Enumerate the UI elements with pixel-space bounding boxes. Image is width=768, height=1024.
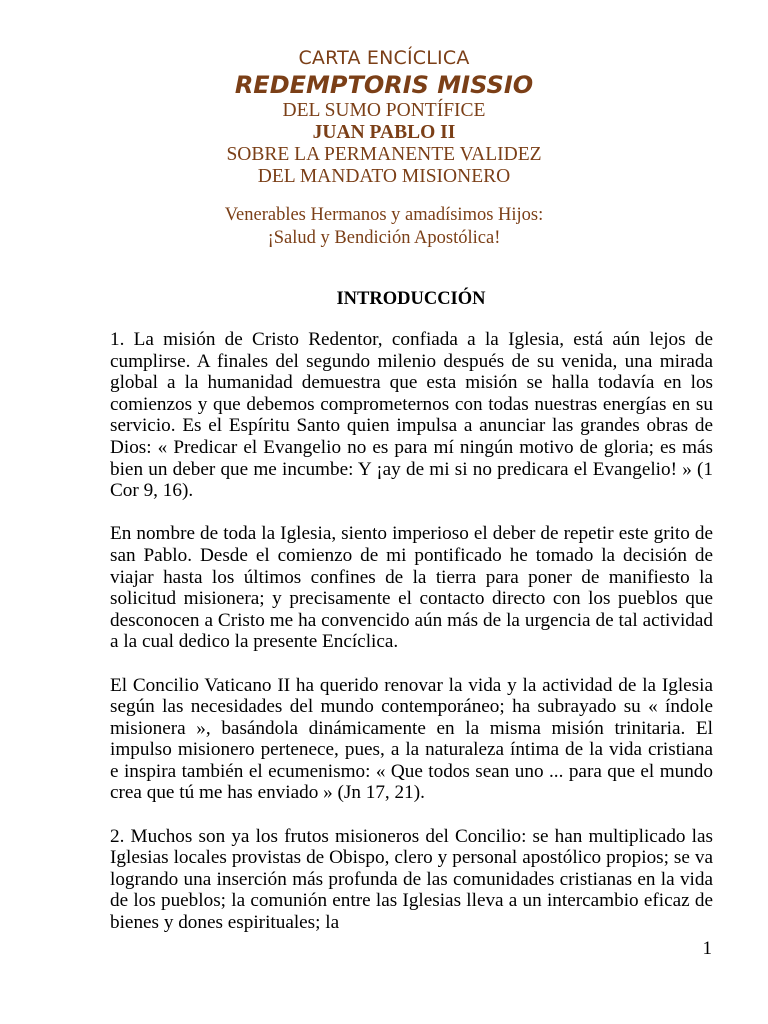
section-heading: INTRODUCCIÓN [336,289,486,309]
header-line-author: JUAN PABLO II [312,122,456,143]
header-line-subject-1: SOBRE LA PERMANENTE VALIDEZ [226,144,542,165]
header-line-pontiff: DEL SUMO PONTÍFICE [282,100,486,121]
salutation [0,204,768,250]
page-number: 1 [702,938,712,959]
encyclical-header [0,46,768,188]
body-text [110,329,713,955]
salutation-line-2: ¡Salud y Bendición Apostólica! [267,228,501,248]
paragraph: 2. Muchos son ya los frutos misioneros del Concilio: se han multiplicado las Iglesias locales provistas de Obispo, clero y personal apostólico propios; se va logrando una inserción más profunda de las comunidades cristianas en la vida de los pueblos; la comunión entre las Iglesias lleva a un intercambio eficaz de bienes y dones espirituales; la [110,825,713,934]
salutation-line-1: Venerables Hermanos y amadísimos Hijos: [224,205,544,225]
document-title: REDEMPTORIS MISSIO [234,71,534,99]
paragraph: En nombre de toda la Iglesia, siento imperioso el deber de repetir este grito de san Pablo. Desde el comienzo de mi pontificado he tomado la decisión de viajar hasta los últimos confines de la tierra para poner de manifiesto la solicitud misionera; y precisamente el contacto directo con los pueblos que desconocen a Cristo me ha convencido aún más de la urgencia de tal actividad a la cual dedico la presente Encíclica. [110,523,713,653]
paragraph: 1. La misión de Cristo Redentor, confiada a la Iglesia, está aún lejos de cumplirse. A finales del segundo milenio después de su venida, una mirada global a la humanidad demuestra que esta misión se halla todavía en los comienzos y que debemos comprometernos con todas nuestras energías en su servicio. Es el Espíritu Santo quien impulsa a anunciar las grandes obras de Dios: « Predicar el Evangelio no es para mí ningún motivo de gloria; es más bien un deber que me incumbe: Y ¡ay de mi si no predicara el Evangelio! » (1 Cor 9, 16). [110,329,713,502]
header-line-subject-2: DEL MANDATO MISIONERO [257,166,511,187]
document-type: CARTA ENCÍCLICA [298,47,470,69]
paragraph: El Concilio Vaticano II ha querido renovar la vida y la actividad de la Iglesia según las necesidades del mundo contemporáneo; ha subrayado su « índole misionera », basándola dinámicamente en la misma misión trinitaria. El impulso misionero pertenece, pues, a la naturaleza íntima de la vida cristiana e inspira también el ecumenismo: « Que todos sean uno ... para que el mundo crea que tú me has enviado » (Jn 17, 21). [110,674,713,804]
